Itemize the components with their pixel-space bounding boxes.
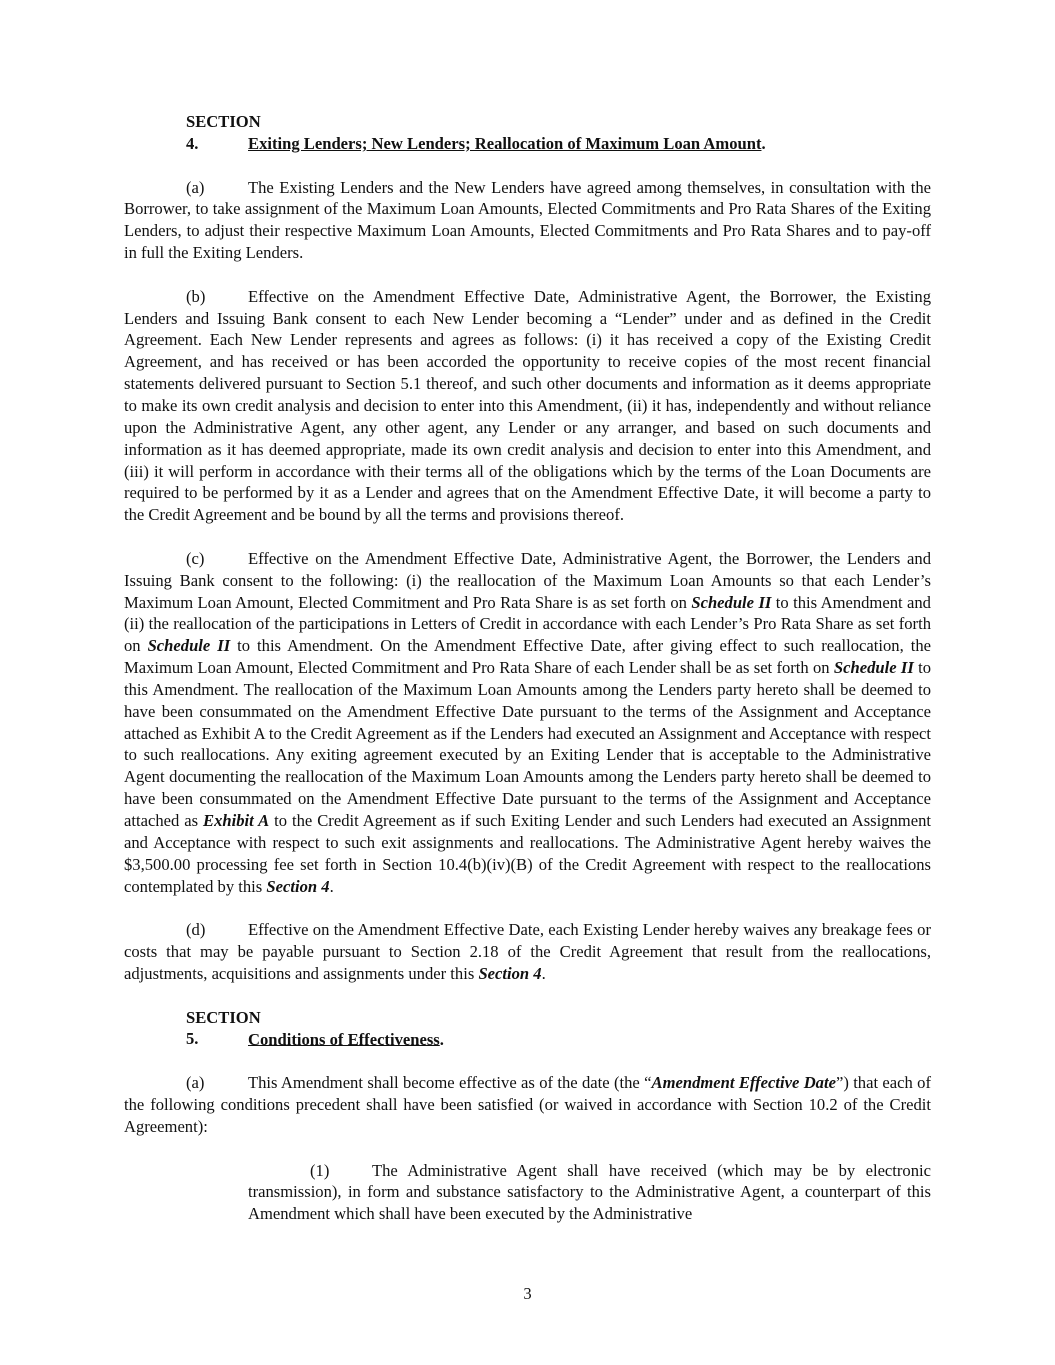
emphasis-schedule-ii: Schedule II: [833, 658, 914, 678]
section-5-subparagraph-1: [248, 1160, 931, 1226]
section-4-number: SECTION 4.: [186, 112, 261, 153]
emphasis-schedule-ii: Schedule II: [691, 592, 772, 612]
page-number: 3: [523, 1284, 532, 1303]
section-4-paragraph-b: [124, 286, 931, 526]
emphasis-schedule-ii: Schedule II: [147, 636, 231, 656]
paragraph-label: (1): [310, 1160, 330, 1180]
section-5-heading: [124, 1007, 931, 1051]
section-4-heading: [124, 111, 931, 155]
document-body: [124, 111, 931, 1247]
paragraph-text: to this Amendment. The reallocation of the Maximum Loan Amounts among the Lenders party hereto shall be deemed to have been consummated on the Amendment Effective Date pursuant to the terms of the Assignment and Acceptance attached as Exhibit A to the Credit Agreement as if the Lenders had executed an Assignment and Acceptance with respect to such reallocations. Any exiting agreement executed by an Exiting Lender that is acceptable to the Administrative Agent documenting the reallocation of the Maximum Loan Amounts among the Lenders party hereto shall be deemed to have been consummated on the Amendment Effective Date pursuant to the terms of the Assignment and Acceptance attached as: [124, 658, 931, 830]
paragraph-text: Effective on the Amendment Effective Date, Administrative Agent, the Borrower, the Lenders and Issuing Bank consent to the following: (i) the reallocation of the Maximum Loan Amounts so that each Lender’s Maximum Loan Amount, Elected Commitment and Pro Rata Share is as set forth on: [124, 548, 931, 612]
paragraph-text: The Administrative Agent shall have received (which may be by electronic transmission), in form and substance satisfactory to the Administrative Agent, a counterpart of this Amendment which shall have been executed by the Administrative: [248, 1160, 931, 1224]
paragraph-text: Effective on the Amendment Effective Date, Administrative Agent, the Borrower, the Existing Lenders and Issuing Bank consent to each New Lender becoming a “Lender” under and as defined in the Credit Agreement. Each New Lender represents and agrees as follows: (i) it has received a copy of the Existing Credit Agreement, and has received or has been accorded the opportunity to receive copies of the most recent financial statements delivered pursuant to Section 5.1 thereof, and such other documents and information as it deems appropriate to make its own credit analysis and decision to enter into this Amendment, (ii) it has, independently and without reliance upon the Administrative Agent, any other agent, any Lender or any arranger, and based on such documents and information as it has deemed appropriate, made its own credit analysis and decision to enter into this Amendment, and (iii) it will perform in accordance with their terms all of the obligations which by the terms of the Loan Documents are required to be performed by it as a Lender and agrees that on the Amendment Effective Date, it will become a party to the Credit Agreement and be bound by all the terms and provisions thereof.: [124, 286, 931, 525]
section-5-title: Conditions of Effectiveness: [248, 1029, 440, 1049]
section-4-paragraph-d: [124, 919, 931, 985]
emphasis-section-4: Section 4: [478, 963, 542, 983]
paragraph-text: to this Amendment and (ii) the reallocation of the participations in Letters of Credit in accordance with each Lender’s Pro Rata Share as set forth on: [124, 592, 931, 656]
emphasis-section-4: Section 4: [266, 876, 330, 896]
section-4-paragraph-a: [124, 177, 931, 264]
paragraph-text: This Amendment shall become effective as of the date (the “: [248, 1073, 652, 1093]
section-4-title: Exiting Lenders; New Lenders; Reallocation of Maximum Loan Amount: [248, 133, 762, 153]
section-5-number: SECTION 5.: [186, 1007, 261, 1049]
section-4-title-period: .: [761, 133, 766, 153]
paragraph-label: (c): [186, 548, 205, 568]
paragraph-label: (a): [186, 1073, 205, 1093]
paragraph-label: (a): [186, 177, 205, 197]
paragraph-text: .: [541, 963, 546, 983]
paragraph-text: .: [329, 876, 334, 896]
emphasis-amendment-effective-date: Amendment Effective Date: [651, 1073, 836, 1093]
paragraph-label: (b): [186, 286, 206, 306]
paragraph-text: to this Amendment. On the Amendment Effective Date, after giving effect to such reallocation, the Maximum Loan Amount, Elected Commitment and Pro Rata Share of each Lender shall be as set forth on: [124, 636, 931, 678]
emphasis-exhibit-a: Exhibit A: [203, 811, 270, 830]
paragraph-label: (d): [186, 920, 206, 940]
section-5-title-period: .: [439, 1029, 444, 1049]
section-4-paragraph-c: [124, 548, 931, 898]
paragraph-text: Effective on the Amendment Effective Date, each Existing Lender hereby waives any breakage fees or costs that may be payable pursuant to Section 2.18 of the Credit Agreement that result from the reallocations, adjustments, acquisitions and assignments under this: [124, 920, 931, 983]
section-5-paragraph-a: [124, 1072, 931, 1138]
paragraph-text: ”) that each of the following conditions precedent shall have been satisfied (or waived in accordance with Section 10.2 of the Credit Agreement):: [124, 1073, 931, 1136]
paragraph-text: The Existing Lenders and the New Lenders have agreed among themselves, in consultation with the Borrower, to take assignment of the Maximum Loan Amounts, Elected Commitments and Pro Rata Shares of the Exiting Lenders, to adjust their respective Maximum Loan Amounts, Elected Commitments and Pro Rata Shares and to pay-off in full the Exiting Lenders.: [124, 177, 931, 263]
paragraph-text: to the Credit Agreement as if such Exiting Lender and such Lenders had executed an Assignment and Acceptance with respect to such exit assignments and reallocations. The Administrative Agent hereby waives the $3,500.00 processing fee set forth in Section 10.4(b)(iv)(B) of the Credit Agreement with respect to the reallocations contemplated by this: [124, 811, 931, 896]
